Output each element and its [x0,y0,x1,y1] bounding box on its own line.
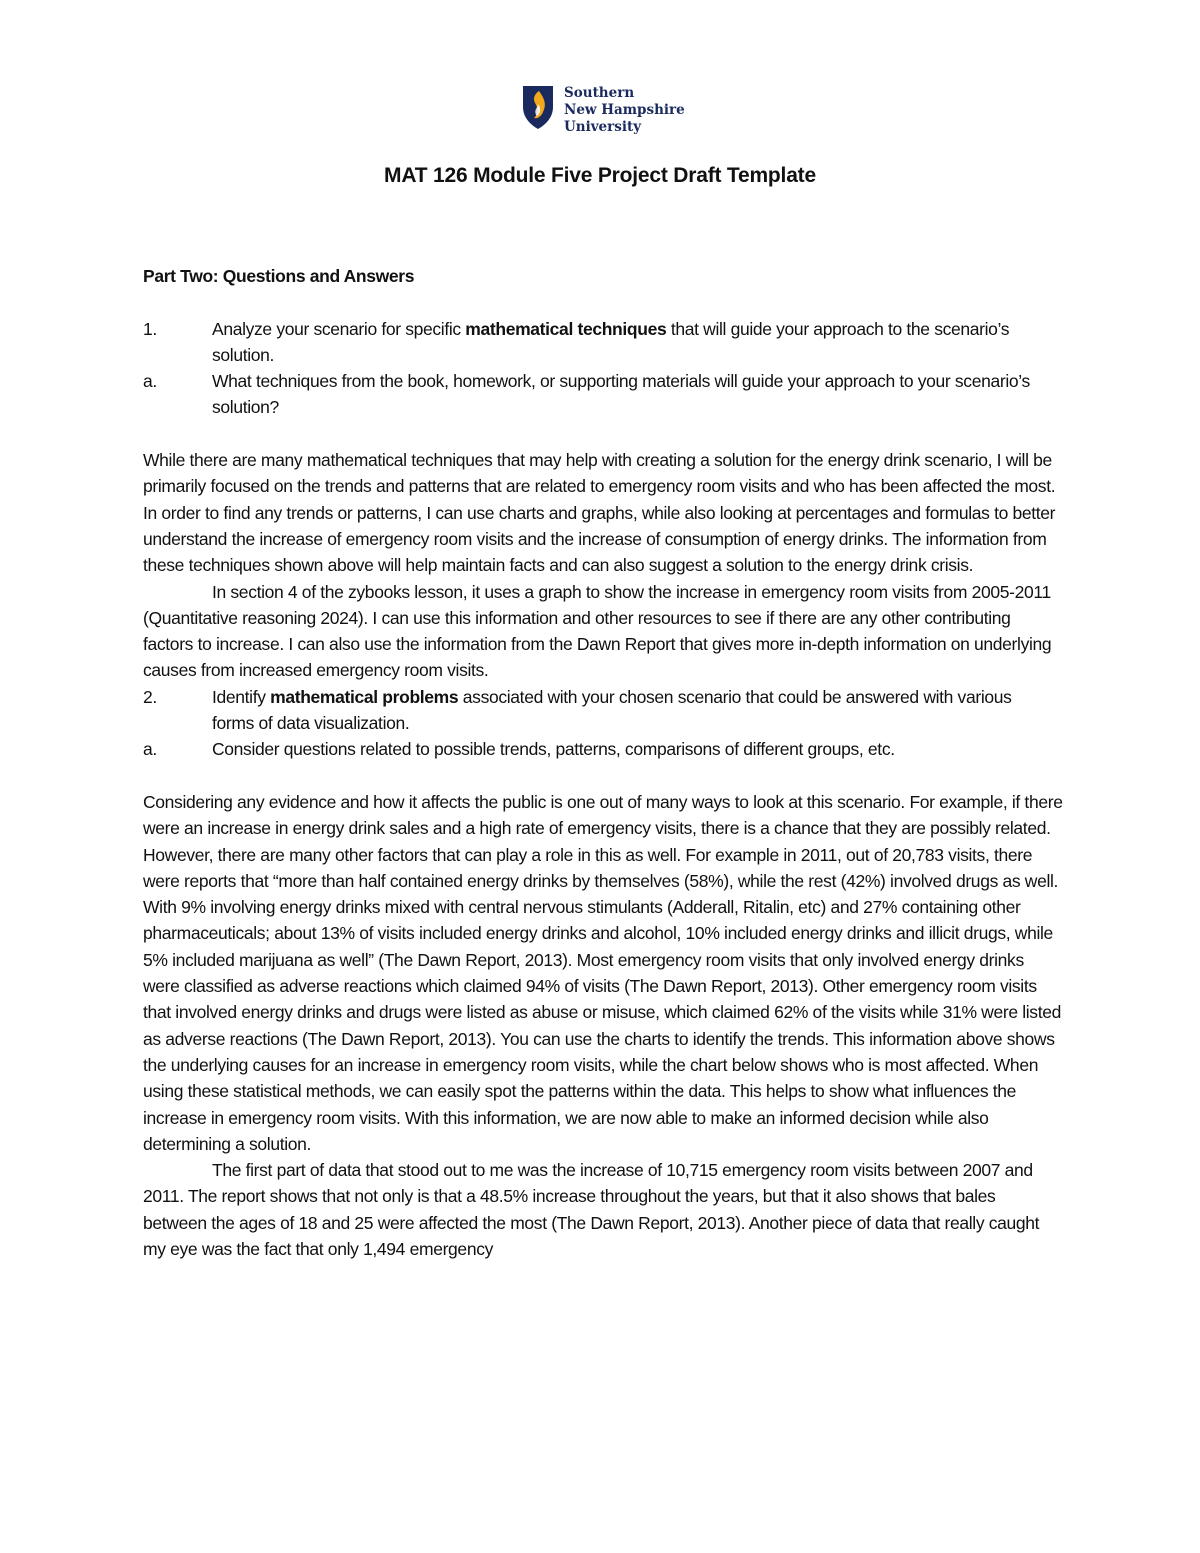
answer-paragraph: In section 4 of the zybooks lesson, it uses a graph to show the increase in emergency room visits from 2005-2011 (Quantitative reasoning 2024). I can use this information and other resources to see if there are any other contributing factors to increase. I can also use the information from the Dawn Report that gives more in-depth information on underlying causes from increased emergency room visits. [143,581,1052,681]
question-text: Analyze your scenario for specific mathematical techniques that will guide your approach to the scenario’s solution. [212,318,1010,365]
question-1a [143,368,1063,421]
question-letter: a. [143,371,157,392]
document-title: MAT 126 Module Five Project Draft Template [384,164,816,187]
question-number: 2. [143,686,157,707]
logo-wordmark [564,85,685,136]
question-emphasis: mathematical techniques [465,318,667,339]
answer-paragraph: While there are many mathematical techniques that may help with creating a solution for the energy drink scenario, I will be primarily focused on the trends and patterns that are related to emergency room visits and who has been affected the most. In order to find any trends or patterns, I can use charts and graphs, while also looking at percentages and formulas to better understand the increase of emergency room visits and the increase of consumption of energy drinks. The information from these techniques shown above will help maintain facts and can also suggest a solution to the energy drink crisis. [143,450,1056,576]
question-emphasis: mathematical problems [270,686,459,707]
logo-line: New Hampshire [564,102,685,118]
document-body [143,263,1063,1262]
logo-line: University [564,119,642,135]
question-2a [143,736,1063,762]
question-text: Consider questions related to possible trends, patterns, comparisons of different groups, etc. [212,739,895,760]
question-1 [143,316,1063,369]
section-heading: Part Two: Questions and Answers [143,266,415,286]
question-letter: a. [143,739,157,760]
university-logo [520,84,685,136]
flame-shield-icon [520,84,556,130]
answer-paragraph: Considering any evidence and how it affects the public is one out of many ways to look at this scenario. For example, if there were an increase in energy drink sales and a high rate of emergency visits, there is a chance that they are possibly related. However, there are many other factors that can play a role in this as well. For example in 2011, out of 20,783 visits, there were reports that “more than half contained energy drinks by themselves (58%), while the rest (42%) involved drugs as well. With 9% involving energy drinks mixed with central nervous stimulants (Adderall, Ritalin, etc) and 27% containing other pharmaceuticals; about 13% of visits included energy drinks and alcohol, 10% included energy drinks and illicit drugs, while 5% included marijuana as well” (The Dawn Report, 2013). Most emergency room visits that only involved energy drinks were classified as adverse reactions which claimed 94% of visits (The Dawn Report, 2013). Other emergency room visits that involved energy drinks and drugs were listed as abuse or misuse, which claimed 62% of the visits while 31% were listed as adverse reactions (The Dawn Report, 2013). You can use the charts to identify the trends. This information above shows the underlying causes for an increase in emergency room visits, while the chart below shows who is most affected. When using these statistical methods, we can easily spot the patterns within the data. This helps to show what influences the increase in emergency room visits. With this information, we are now able to make an informed decision while also determining a solution. [143,791,1063,1154]
question-number: 1. [143,318,157,339]
logo-line: Southern [564,85,635,101]
question-text: What techniques from the book, homework, or supporting materials will guide your approach to your scenario’s solution? [212,371,1030,418]
answer-paragraph: The first part of data that stood out to me was the increase of 10,715 emergency room visits between 2007 and 2011. The report shows that not only is that a 48.5% increase throughout the years, but that it also shows that bales between the ages of 18 and 25 were affected the most (The Dawn Report, 2013). Another piece of data that really caught my eye was the fact that only 1,494 emergency [143,1160,1040,1259]
question-text: Identify mathematical problems associated with your chosen scenario that could be answered with various forms of data visualization. [212,686,1012,734]
question-2 [143,684,1063,737]
